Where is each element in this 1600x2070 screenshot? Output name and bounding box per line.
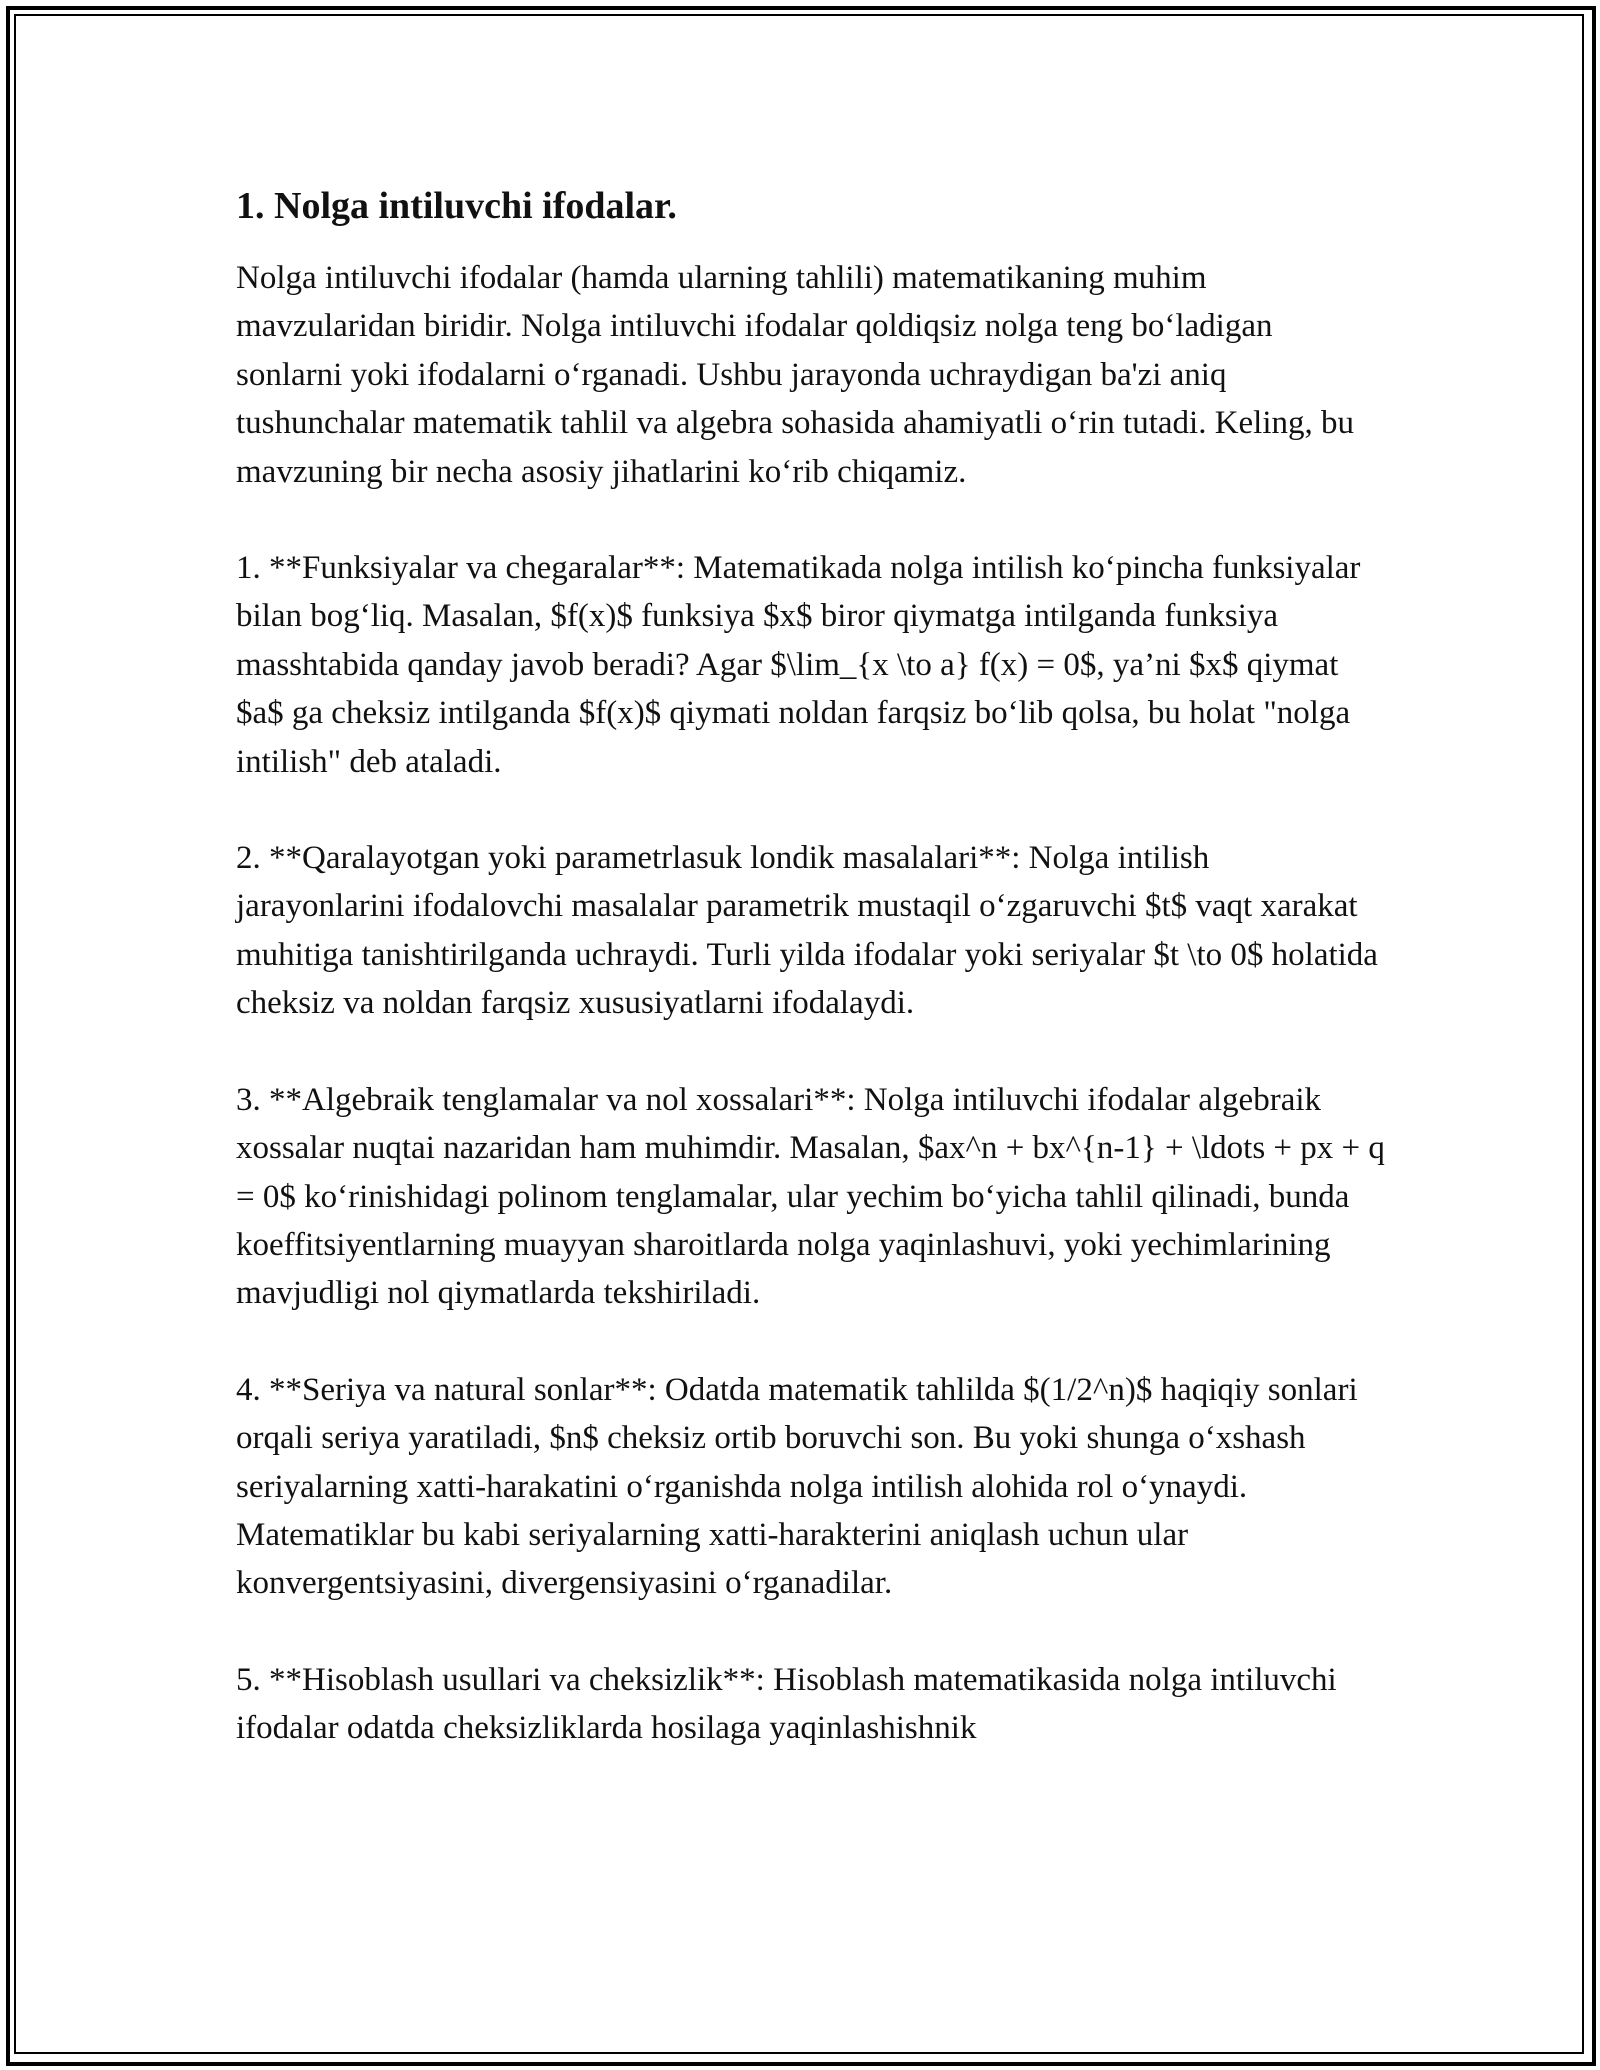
point-3-paragraph: 3. **Algebraik tenglamalar va nol xossalari**: Nolga intiluvchi ifodalar algebraik xossalar nuqtai nazaridan ham muhimdir. Masalan, $ax^n + bx^{n-1} + \ldots + px + q = 0$ ko‘rinishidagi polinom tenglamalar, ular yechim bo‘yicha tahlil qilinadi, bunda koeffitsiyentlarning muayyan sharoitlarda nolga yaqinlashuvi, yoki yechimlarining mavjudligi nol qiymatlarda tekshiriladi. [236,1081,1385,1312]
point-2-paragraph: 2. **Qaralayotgan yoki parametrlasuk londik masalalari**: Nolga intilish jarayonlarini ifodalovchi masalalar parametrik mustaqil o‘zgaruvchi $t$ vaqt xarakat muhitiga tanishtirilganda uchraydi. Turli yilda ifodalar yoki seriyalar $t \to 0$ holatida cheksiz va noldan farqsiz xususiyatlarni ifodalaydi. [236,840,1378,1022]
point-1-paragraph: 1. **Funksiyalar va chegaralar**: Matematikada nolga intilish ko‘pincha funksiyalar bilan bog‘liq. Masalan, $f(x)$ funksiya $x$ biror qiymatga intilganda funksiya masshtabida qanday javob beradi? Agar $\lim_{x \to a} f(x) = 0$, ya’ni $x$ qiymat $a$ ga cheksiz intilganda $f(x)$ qiymati noldan farqsiz bo‘lib qolsa, bu holat "nolga intilish" deb ataladi. [236,550,1361,780]
point-5-paragraph: 5. **Hisoblash usullari va cheksizlik**: Hisoblash matematikasida nolga intiluvchi ifodalar odatda cheksizliklarda hosilaga yaqinlashishnik [236,1661,1337,1747]
point-4-paragraph: 4. **Seriya va natural sonlar**: Odatda matematik tahlilda $(1/2^n)$ haqiqiy sonlari orqali seriya yaratiladi, $n$ cheksiz ortib boruvchi son. Bu yoki shunga o‘xshash seriyalarning xatti-harakatini o‘rganishda nolga intilish alohida rol o‘ynaydi. Matematiklar bu kabi seriyalarning xatti-harakterini aniqlash uchun ular konvergentsiyasini, divergensiyasini o‘rganadilar. [236,1371,1358,1602]
section-heading: 1. Nolga intiluvchi ifodalar. [236,185,677,227]
intro-paragraph: Nolga intiluvchi ifodalar (hamda ularning tahlili) matematikaning muhim mavzularidan biridir. Nolga intiluvchi ifodalar qoldiqsiz nolga teng bo‘ladigan sonlarni yoki ifodalarni o‘rganadi. Ushbu jarayonda uchraydigan ba'zi aniq tushunchalar matematik tahlil va algebra sohasida ahamiyatli o‘rin tutadi. Keling, bu mavzuning bir necha asosiy jihatlarini ko‘rib chiqamiz. [236,260,1355,490]
document-body [236,182,1386,1801]
